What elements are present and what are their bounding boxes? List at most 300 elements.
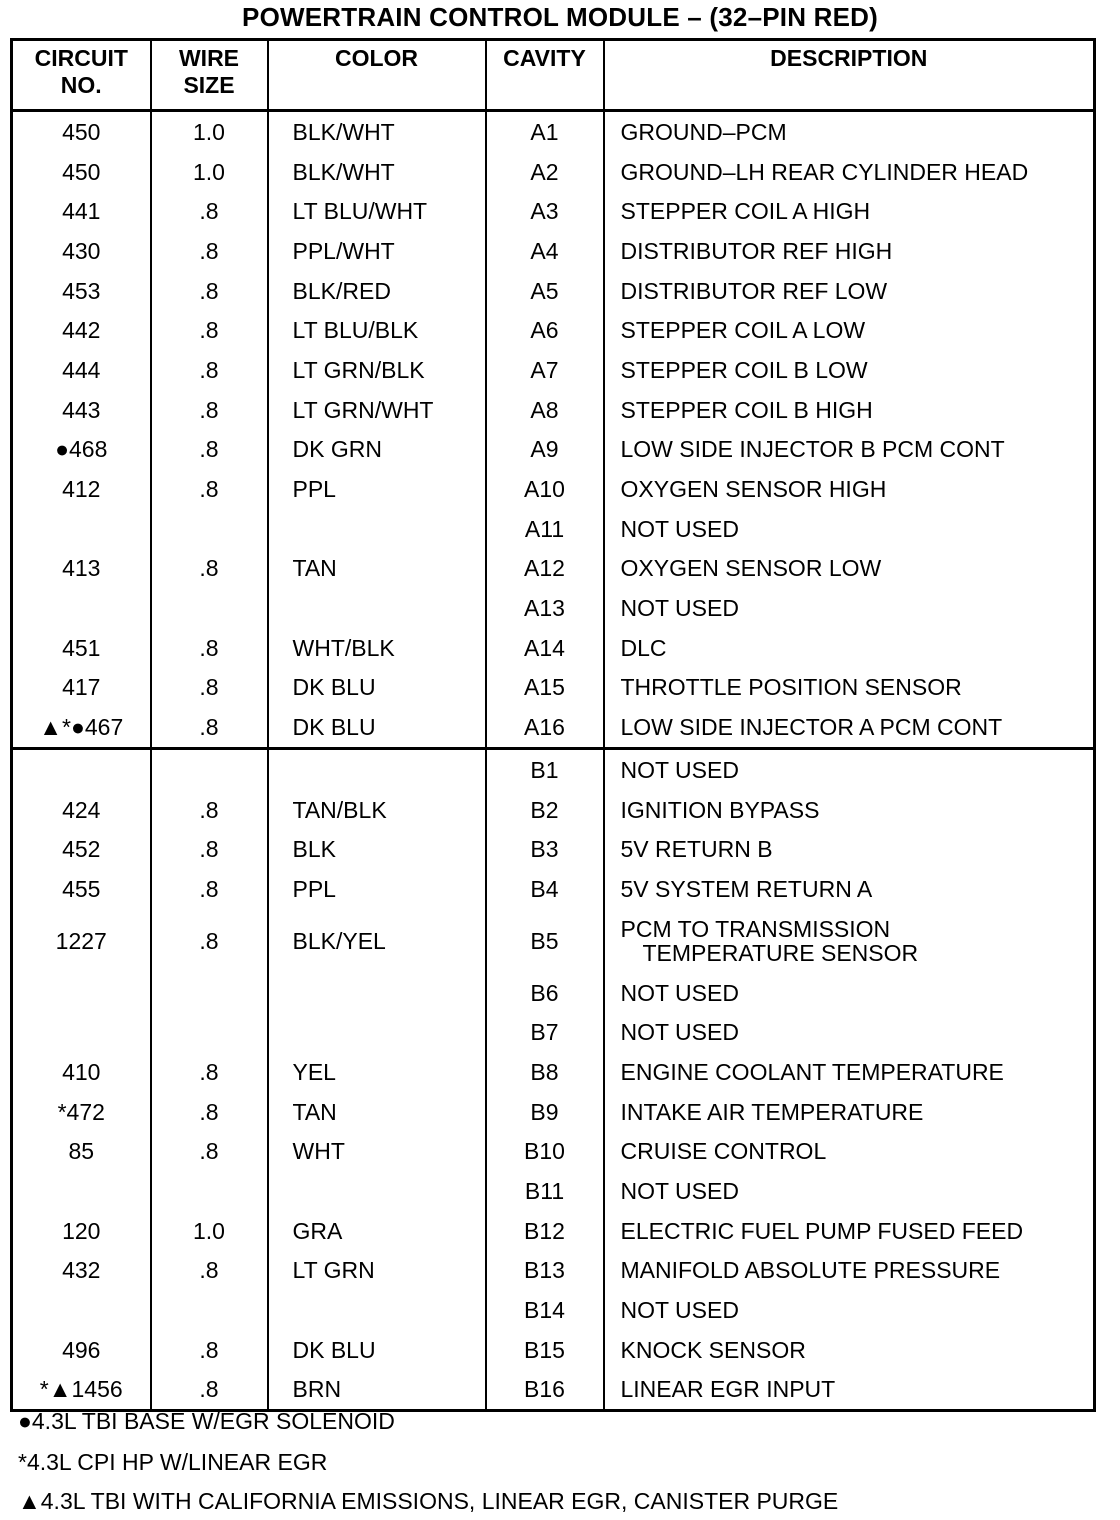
cell-wire-size <box>151 1171 268 1211</box>
cell-circuit <box>12 350 151 390</box>
cell-circuit-text: 441 <box>62 198 101 225</box>
cell-description <box>604 707 1095 748</box>
cell-cavity <box>486 430 604 470</box>
cell-description <box>604 310 1095 350</box>
cell-description <box>604 152 1095 192</box>
cell-cavity <box>486 310 604 350</box>
footnote-asterisk: *4.3L CPI HP W/LINEAR EGR <box>18 1449 328 1475</box>
cell-description-text: NOT USED <box>620 756 739 783</box>
cell-cavity <box>486 271 604 311</box>
cell-color <box>268 1211 486 1251</box>
cell-wire-size <box>151 271 268 311</box>
cell-color <box>268 668 486 708</box>
cell-circuit-text: 424 <box>62 796 101 823</box>
cell-description <box>604 549 1095 589</box>
cell-circuit-text: 85 <box>68 1138 95 1165</box>
cell-cavity <box>486 191 604 231</box>
cell-wire-size-text: .8 <box>199 1098 219 1125</box>
cell-wire-size <box>151 1132 268 1172</box>
cell-color <box>268 1370 486 1411</box>
cell-color-text: PPL <box>292 476 336 503</box>
cell-description-text: DLC <box>620 634 667 661</box>
cell-cavity <box>486 1171 604 1211</box>
cell-circuit-text: *472 <box>57 1098 105 1125</box>
cell-circuit <box>12 790 151 830</box>
cell-circuit <box>12 1092 151 1132</box>
header-wire-line2: SIZE <box>183 72 235 98</box>
cell-description <box>604 973 1095 1013</box>
cell-cavity <box>486 549 604 589</box>
cell-description-text: INTAKE AIR TEMPERATURE <box>620 1098 924 1125</box>
cell-circuit <box>12 152 151 192</box>
cell-description-text: GROUND–LH REAR CYLINDER HEAD <box>620 158 1029 185</box>
cell-circuit <box>12 668 151 708</box>
cell-circuit-text: 450 <box>62 158 101 185</box>
table-row <box>12 668 1095 708</box>
cell-description-text: LOW SIDE INJECTOR A PCM CONT <box>620 714 1003 741</box>
table-row <box>12 1012 1095 1052</box>
cell-description <box>604 1171 1095 1211</box>
cell-color-text: DK BLU <box>292 1336 376 1363</box>
cell-wire-size <box>151 790 268 830</box>
cell-color-text: BLK <box>292 836 336 863</box>
cell-cavity-text: B15 <box>524 1336 565 1363</box>
cell-circuit <box>12 1290 151 1330</box>
cell-wire-size-text: .8 <box>199 714 219 741</box>
cell-circuit <box>12 310 151 350</box>
cell-cavity <box>486 973 604 1013</box>
table-row <box>12 1251 1095 1291</box>
cell-wire-size-text: .8 <box>199 634 219 661</box>
cell-circuit <box>12 1171 151 1211</box>
cell-description <box>604 1092 1095 1132</box>
cell-circuit-text: 120 <box>62 1217 101 1244</box>
cell-color <box>268 973 486 1013</box>
table-row <box>12 1171 1095 1211</box>
cell-description <box>604 1330 1095 1370</box>
cell-description <box>604 469 1095 509</box>
cell-color-text: LT BLU/WHT <box>292 198 428 225</box>
cell-color-text: WHT <box>292 1138 345 1165</box>
cell-color <box>268 1092 486 1132</box>
cell-cavity <box>486 350 604 390</box>
cell-wire-size <box>151 628 268 668</box>
table-row <box>12 1330 1095 1370</box>
cell-color <box>268 1052 486 1092</box>
cell-description <box>604 509 1095 549</box>
cell-cavity <box>486 668 604 708</box>
cell-circuit <box>12 588 151 628</box>
pin-table <box>10 38 1096 1412</box>
cell-wire-size <box>151 909 268 973</box>
cell-description-text: STEPPER COIL A LOW <box>620 317 866 344</box>
cell-circuit <box>12 1251 151 1291</box>
cell-wire-size <box>151 430 268 470</box>
cell-circuit <box>12 1132 151 1172</box>
cell-color <box>268 191 486 231</box>
cell-description <box>604 869 1095 909</box>
table-row <box>12 1132 1095 1172</box>
cell-description-text: ELECTRIC FUEL PUMP FUSED FEED <box>620 1217 1024 1244</box>
table-row <box>12 549 1095 589</box>
cell-cavity <box>486 469 604 509</box>
cell-cavity-text: A3 <box>530 198 559 225</box>
cell-description <box>604 390 1095 430</box>
cell-description <box>604 191 1095 231</box>
cell-circuit-text: *▲1456 <box>39 1376 123 1403</box>
footnote-dot: ●4.3L TBI BASE W/EGR SOLENOID <box>18 1408 395 1434</box>
cell-cavity <box>486 628 604 668</box>
cell-circuit-text: 453 <box>62 277 101 304</box>
cell-description-text: LOW SIDE INJECTOR B PCM CONT <box>620 436 1005 463</box>
cell-circuit-text: 417 <box>62 674 101 701</box>
cell-cavity-text: B10 <box>524 1138 565 1165</box>
cell-color <box>268 1132 486 1172</box>
cell-cavity-text: B4 <box>530 875 559 902</box>
cell-color-text: PPL <box>292 875 336 902</box>
cell-wire-size-text: .8 <box>199 674 219 701</box>
cell-color <box>268 869 486 909</box>
cell-circuit-text: 455 <box>62 875 101 902</box>
header-cavity: CAVITY <box>486 40 604 111</box>
cell-description-text: NOT USED <box>620 979 739 1006</box>
cell-cavity <box>486 390 604 430</box>
cell-description-text: NOT USED <box>620 1019 739 1046</box>
cell-description <box>604 749 1095 790</box>
cell-circuit-text: 432 <box>62 1257 101 1284</box>
cell-color-text: PPL/WHT <box>292 237 395 264</box>
table-row <box>12 1290 1095 1330</box>
cell-wire-size <box>151 1211 268 1251</box>
cell-wire-size <box>151 588 268 628</box>
cell-wire-size <box>151 869 268 909</box>
cell-cavity-text: B9 <box>530 1098 559 1125</box>
cell-cavity <box>486 1052 604 1092</box>
cell-color <box>268 790 486 830</box>
cell-wire-size-text: .8 <box>199 198 219 225</box>
cell-wire-size-text: .8 <box>199 796 219 823</box>
cell-color <box>268 430 486 470</box>
cell-color-text: DK BLU <box>292 714 376 741</box>
cell-circuit <box>12 1370 151 1411</box>
cell-color-text: LT BLU/BLK <box>292 317 419 344</box>
cell-description <box>604 790 1095 830</box>
cell-color-text: BLK/WHT <box>292 158 395 185</box>
cell-wire-size-text: .8 <box>199 476 219 503</box>
cell-description <box>604 1370 1095 1411</box>
cell-cavity <box>486 588 604 628</box>
cell-wire-size <box>151 1290 268 1330</box>
cell-description <box>604 1012 1095 1052</box>
cell-circuit <box>12 509 151 549</box>
cell-color-text: YEL <box>292 1058 336 1085</box>
cell-cavity-text: A9 <box>530 436 559 463</box>
header-circuit-line2: NO. <box>60 72 102 98</box>
cell-circuit <box>12 628 151 668</box>
cell-circuit <box>12 191 151 231</box>
cell-cavity-text: B11 <box>524 1178 565 1205</box>
cell-description-text: STEPPER COIL B LOW <box>620 356 868 383</box>
header-wire-line1: WIRE <box>178 45 240 71</box>
cell-wire-size-text: .8 <box>199 1336 219 1363</box>
table-row <box>12 231 1095 271</box>
table-row <box>12 430 1095 470</box>
cell-wire-size <box>151 152 268 192</box>
cell-cavity-text: A8 <box>530 396 559 423</box>
cell-color <box>268 152 486 192</box>
cell-color <box>268 1251 486 1291</box>
cell-circuit <box>12 973 151 1013</box>
header-circuit <box>12 40 151 111</box>
cell-color-text: LT GRN/BLK <box>292 356 425 383</box>
cell-circuit-text: 451 <box>62 634 101 661</box>
cell-cavity <box>486 231 604 271</box>
cell-circuit-text: 410 <box>62 1058 101 1085</box>
cell-description <box>604 1132 1095 1172</box>
cell-cavity <box>486 869 604 909</box>
cell-wire-size <box>151 1330 268 1370</box>
cell-description <box>604 1251 1095 1291</box>
cell-description-text: 5V SYSTEM RETURN A <box>620 875 873 902</box>
cell-cavity-text: B1 <box>530 756 559 783</box>
cell-cavity-text: A12 <box>524 555 565 582</box>
cell-description-text: CRUISE CONTROL <box>620 1138 827 1165</box>
cell-circuit-text: 496 <box>62 1336 101 1363</box>
cell-circuit <box>12 231 151 271</box>
page-title: POWERTRAIN CONTROL MODULE – (32–PIN RED) <box>242 2 878 32</box>
cell-color-text: DK GRN <box>292 436 382 463</box>
cell-cavity <box>486 1330 604 1370</box>
cell-wire-size <box>151 549 268 589</box>
cell-cavity <box>486 1290 604 1330</box>
cell-description-text: DISTRIBUTOR REF HIGH <box>620 237 893 264</box>
cell-description-text: NOT USED <box>620 1297 739 1324</box>
cell-circuit-text: 444 <box>62 356 101 383</box>
cell-description-line2: TEMPERATURE SENSOR <box>642 939 919 966</box>
cell-wire-size <box>151 469 268 509</box>
cell-wire-size <box>151 668 268 708</box>
cell-circuit <box>12 1330 151 1370</box>
cell-wire-size <box>151 191 268 231</box>
table-row <box>12 152 1095 192</box>
header-color: COLOR <box>268 40 486 111</box>
cell-description-text: NOT USED <box>620 1178 739 1205</box>
cell-cavity-text: A2 <box>530 158 559 185</box>
table-row <box>12 390 1095 430</box>
cell-description-text: 5V RETURN B <box>620 836 773 863</box>
cell-cavity-text: A6 <box>530 317 559 344</box>
cell-description-text: OXYGEN SENSOR HIGH <box>620 476 887 503</box>
cell-wire-size-text: 1.0 <box>193 158 225 185</box>
cell-wire-size-text: .8 <box>199 1257 219 1284</box>
cell-circuit <box>12 469 151 509</box>
cell-circuit-text: ▲*●467 <box>39 714 124 741</box>
cell-description <box>604 231 1095 271</box>
cell-color-text: LT GRN/WHT <box>292 396 434 423</box>
cell-circuit <box>12 909 151 973</box>
header-row <box>12 40 1095 111</box>
cell-wire-size-text: .8 <box>199 836 219 863</box>
cell-wire-size-text: .8 <box>199 1376 219 1403</box>
cell-cavity-text: A14 <box>524 634 565 661</box>
cell-cavity <box>486 111 604 152</box>
cell-cavity-text: A5 <box>530 277 559 304</box>
cell-wire-size-text: .8 <box>199 1058 219 1085</box>
cell-cavity-text: B7 <box>530 1019 559 1046</box>
table-row <box>12 271 1095 311</box>
cell-color <box>268 707 486 748</box>
cell-description-text: IGNITION BYPASS <box>620 796 820 823</box>
table-row <box>12 1052 1095 1092</box>
cell-description-text: ENGINE COOLANT TEMPERATURE <box>620 1058 1004 1085</box>
cell-circuit-text: 443 <box>62 396 101 423</box>
cell-circuit <box>12 1052 151 1092</box>
table-row <box>12 588 1095 628</box>
cell-color-text: BLK/RED <box>292 277 391 304</box>
cell-circuit <box>12 549 151 589</box>
cell-description <box>604 1211 1095 1251</box>
cell-cavity-text: B16 <box>524 1376 565 1403</box>
cell-wire-size-text: .8 <box>199 237 219 264</box>
cell-description-text: OXYGEN SENSOR LOW <box>620 555 882 582</box>
cell-description-text: NOT USED <box>620 515 739 542</box>
cell-description <box>604 628 1095 668</box>
cell-cavity-text: A11 <box>524 515 565 542</box>
table-row <box>12 628 1095 668</box>
cell-wire-size <box>151 509 268 549</box>
cell-description-text: NOT USED <box>620 595 739 622</box>
cell-cavity-text: B5 <box>530 927 559 954</box>
cell-cavity-text: A16 <box>524 714 565 741</box>
cell-wire-size <box>151 707 268 748</box>
table-row <box>12 509 1095 549</box>
cell-description-text: DISTRIBUTOR REF LOW <box>620 277 888 304</box>
cell-circuit-text: 442 <box>62 317 101 344</box>
cell-color <box>268 749 486 790</box>
cell-cavity-text: B3 <box>530 836 559 863</box>
cell-color <box>268 1012 486 1052</box>
table-row <box>12 707 1095 748</box>
cell-color <box>268 829 486 869</box>
cell-color-text: GRA <box>292 1217 343 1244</box>
cell-color <box>268 1290 486 1330</box>
cell-description <box>604 909 1095 973</box>
cell-circuit-text: 452 <box>62 836 101 863</box>
cell-description <box>604 430 1095 470</box>
cell-cavity-text: B2 <box>530 796 559 823</box>
cell-color-text: TAN/BLK <box>292 796 387 823</box>
cell-color <box>268 231 486 271</box>
cell-description <box>604 1290 1095 1330</box>
table-row <box>12 1092 1095 1132</box>
cell-circuit <box>12 111 151 152</box>
table-row <box>12 869 1095 909</box>
cell-cavity <box>486 707 604 748</box>
cell-wire-size-text: 1.0 <box>193 118 225 145</box>
cell-wire-size <box>151 111 268 152</box>
cell-description-text: GROUND–PCM <box>620 118 787 145</box>
cell-description <box>604 588 1095 628</box>
cell-cavity-text: B12 <box>524 1217 565 1244</box>
cell-wire-size-text: .8 <box>199 396 219 423</box>
cell-circuit <box>12 1211 151 1251</box>
cell-color <box>268 310 486 350</box>
cell-color-text: TAN <box>292 1098 337 1125</box>
cell-wire-size-text: .8 <box>199 277 219 304</box>
cell-cavity <box>486 790 604 830</box>
cell-cavity <box>486 749 604 790</box>
cell-cavity-text: A7 <box>530 356 559 383</box>
header-circuit-line1: CIRCUIT <box>34 45 128 71</box>
cell-wire-size-text: .8 <box>199 317 219 344</box>
cell-color-text: TAN <box>292 555 337 582</box>
cell-color <box>268 509 486 549</box>
cell-circuit <box>12 1012 151 1052</box>
cell-description <box>604 350 1095 390</box>
cell-color-text: LT GRN <box>292 1257 375 1284</box>
cell-cavity-text: B13 <box>524 1257 565 1284</box>
cell-cavity <box>486 1012 604 1052</box>
cell-cavity <box>486 909 604 973</box>
cell-wire-size-text: .8 <box>199 927 219 954</box>
cell-circuit <box>12 430 151 470</box>
cell-cavity-text: A4 <box>530 237 559 264</box>
cell-color <box>268 1330 486 1370</box>
cell-wire-size <box>151 1370 268 1411</box>
cell-circuit <box>12 829 151 869</box>
cell-circuit-text: 412 <box>62 476 101 503</box>
cell-cavity <box>486 509 604 549</box>
cell-circuit <box>12 749 151 790</box>
table-row <box>12 111 1095 152</box>
cell-color <box>268 588 486 628</box>
cell-description-text: STEPPER COIL B HIGH <box>620 396 873 423</box>
cell-color-text: DK BLU <box>292 674 376 701</box>
cell-wire-size <box>151 749 268 790</box>
cell-cavity-text: A1 <box>530 118 559 145</box>
cell-description <box>604 1052 1095 1092</box>
table-row <box>12 191 1095 231</box>
cell-wire-size <box>151 390 268 430</box>
cell-description-text: PCM TO TRANSMISSION <box>620 915 891 942</box>
cell-description <box>604 668 1095 708</box>
cell-cavity <box>486 1132 604 1172</box>
cell-description <box>604 111 1095 152</box>
footnote-triangle: ▲4.3L TBI WITH CALIFORNIA EMISSIONS, LINEAR EGR, CANISTER PURGE <box>18 1488 839 1514</box>
cell-color-text: BLK/WHT <box>292 118 395 145</box>
cell-cavity <box>486 1092 604 1132</box>
cell-color <box>268 111 486 152</box>
cell-description <box>604 829 1095 869</box>
cell-wire-size <box>151 1012 268 1052</box>
cell-description-text: LINEAR EGR INPUT <box>620 1376 836 1403</box>
cell-wire-size-text: .8 <box>199 875 219 902</box>
header-description: DESCRIPTION <box>604 40 1095 111</box>
header-wire-size <box>151 40 268 111</box>
cell-color <box>268 271 486 311</box>
cell-wire-size <box>151 829 268 869</box>
cell-cavity <box>486 829 604 869</box>
table-row <box>12 790 1095 830</box>
cell-color <box>268 469 486 509</box>
cell-wire-size <box>151 231 268 271</box>
cell-wire-size <box>151 973 268 1013</box>
cell-circuit-text: 430 <box>62 237 101 264</box>
cell-description-text: MANIFOLD ABSOLUTE PRESSURE <box>620 1257 1001 1284</box>
cell-wire-size <box>151 1052 268 1092</box>
table-row <box>12 310 1095 350</box>
cell-wire-size <box>151 310 268 350</box>
